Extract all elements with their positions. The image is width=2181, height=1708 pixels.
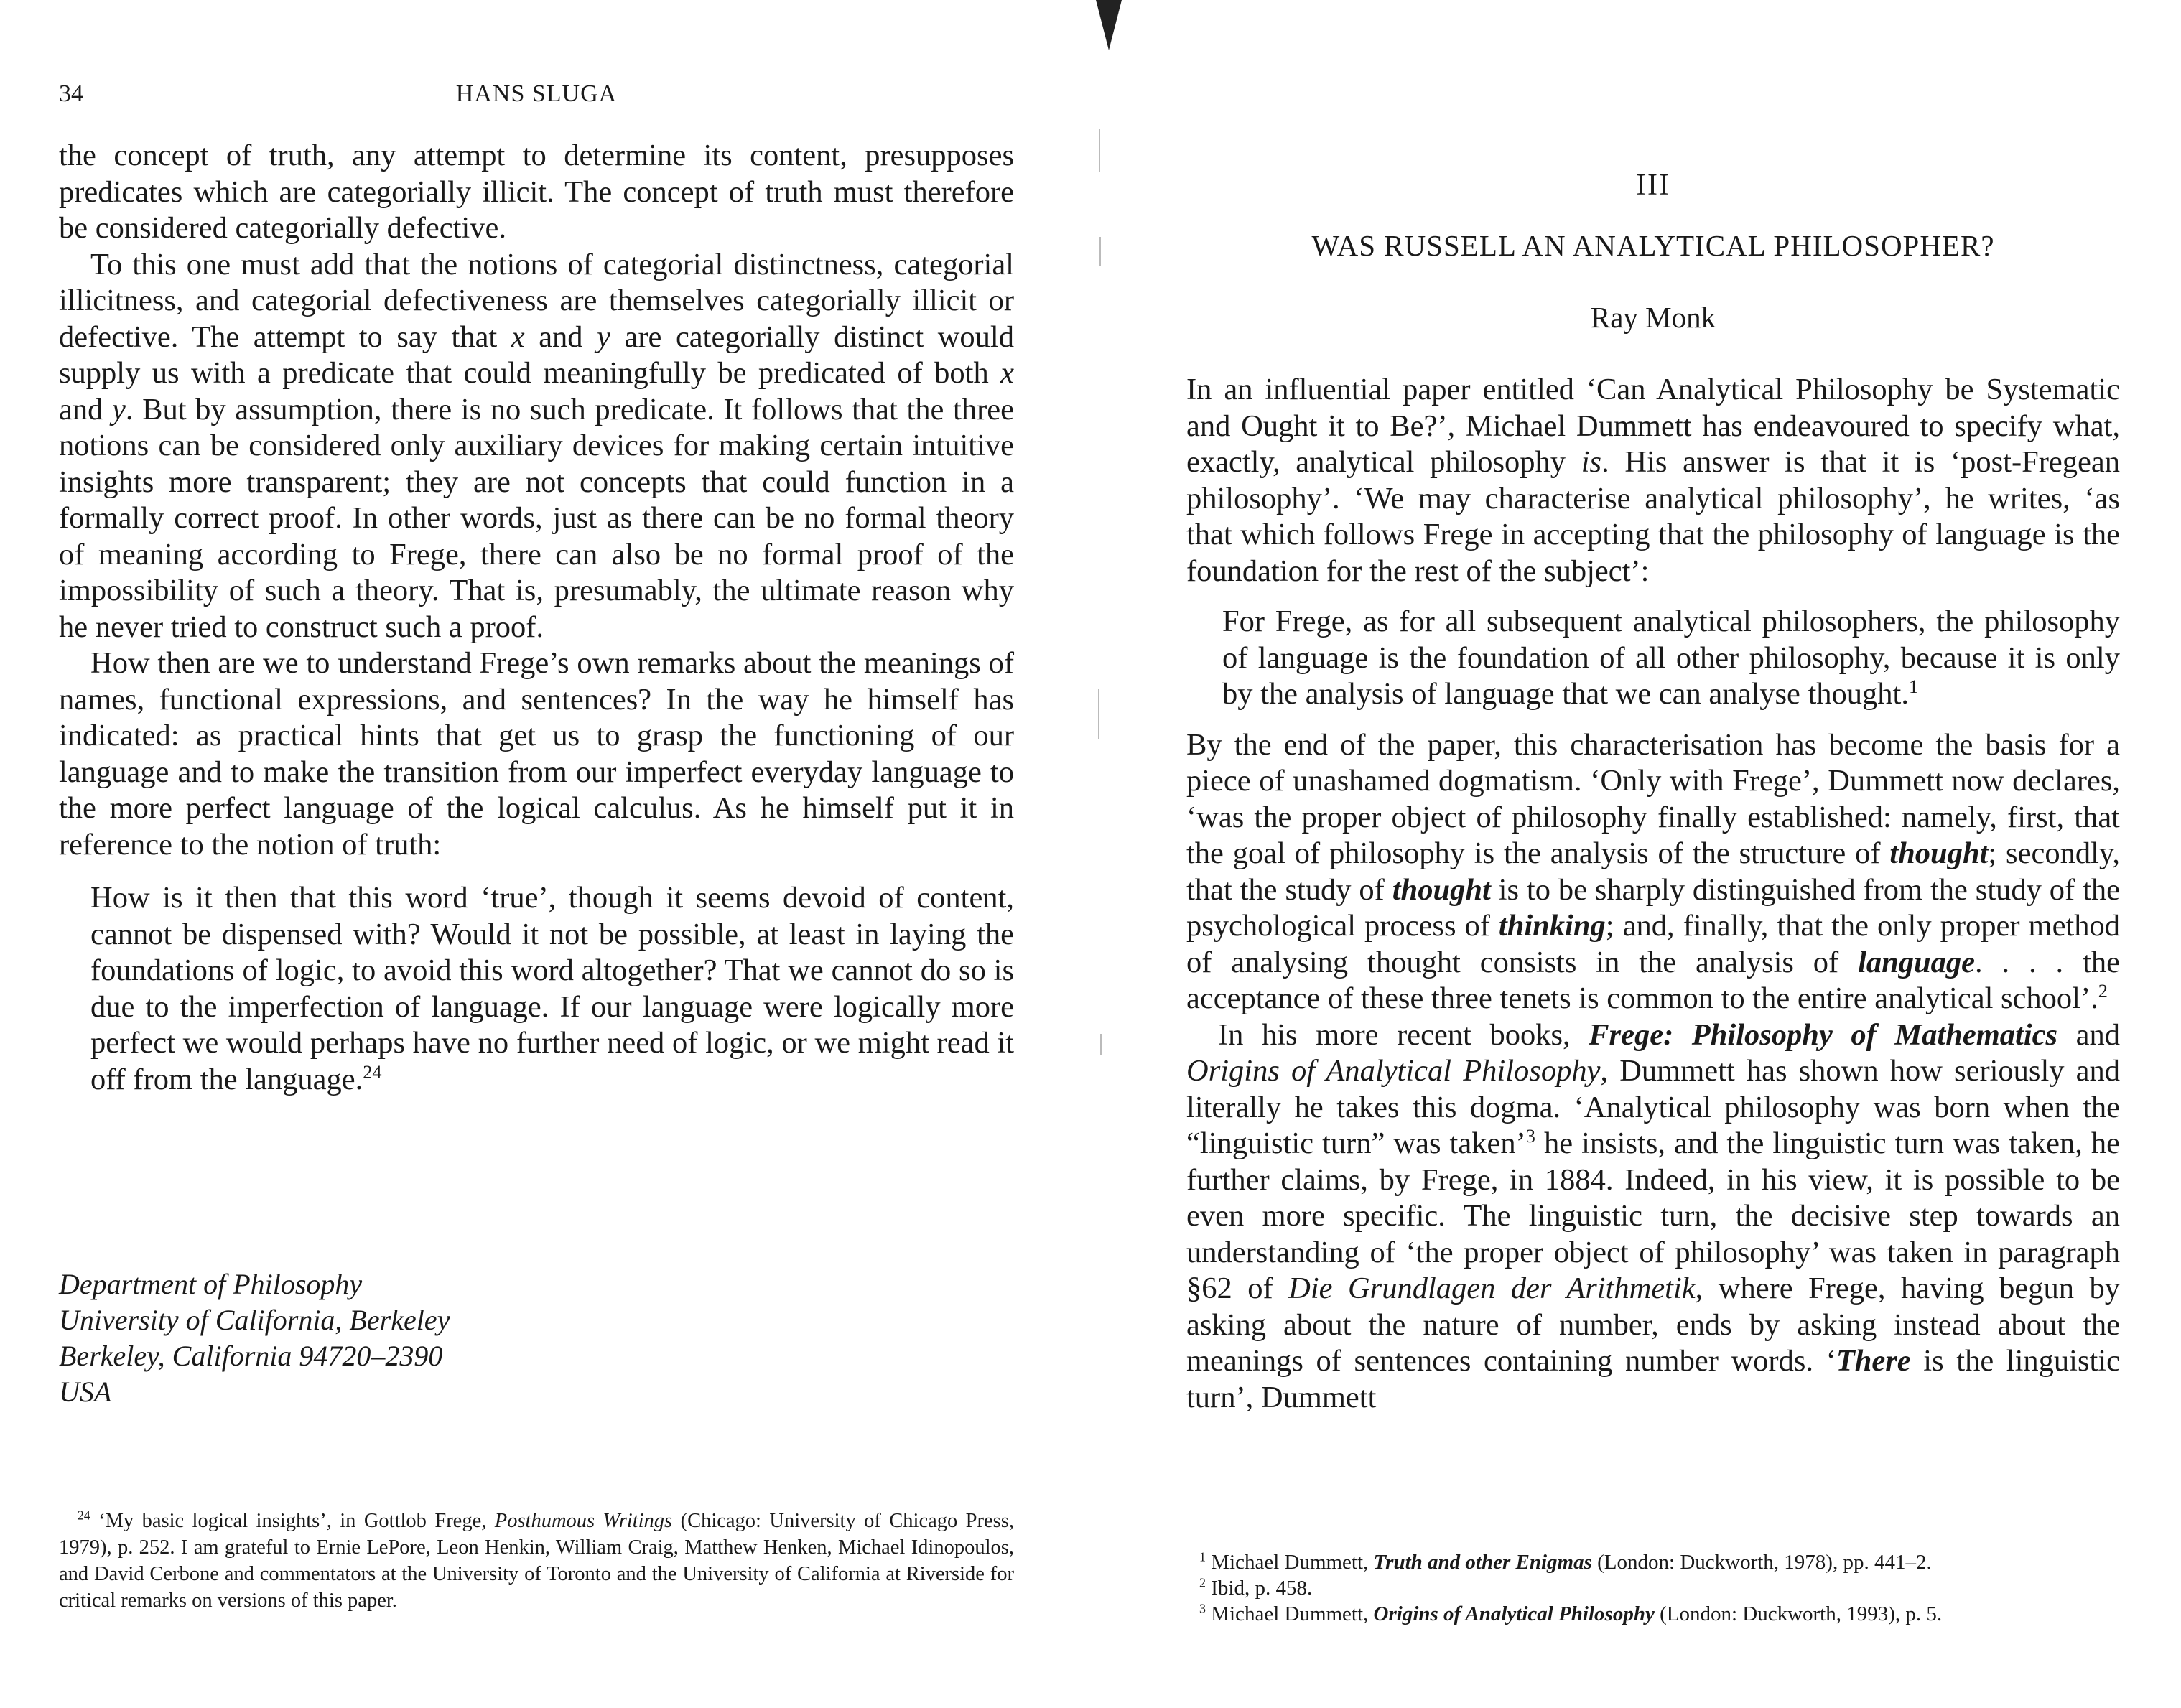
paragraph: [1186, 727, 2120, 1017]
text-run: Michael Dummett,: [1205, 1602, 1374, 1625]
address-line: Berkeley, California 94720–2390: [59, 1340, 443, 1372]
left-page: [59, 0, 1014, 1708]
text-run: , where Frege, having begun by asking about the nature of number, ends by asking instead about the meanings of sentences containing number words. ‘: [1186, 1271, 2120, 1378]
running-head-title: HANS SLUGA: [455, 80, 618, 107]
running-head-left: [59, 80, 1014, 116]
text-run: In an influential paper entitled ‘Can Analytical Philosophy be Systematic and Ought it to Be?’, Michael Dummett has endeavoured to specify what, exactly, analytical philosophy: [1186, 373, 2120, 479]
paragraph: [59, 247, 1014, 646]
quote-text: For Frege, as for all subsequent analytical philosophers, the philosophy of language is the foundation of all other philosophy, because it is only by the analysis of language that we can analyse thought.: [1222, 605, 2120, 711]
italic-variable: x: [1000, 356, 1014, 390]
italic-variable: y: [597, 319, 610, 354]
footnote-ref: 1: [1908, 676, 1919, 697]
text-run: he insists, and the linguistic turn was taken, he further claims, by Frege, in 1884. Indeed, in his view, it is possible to be even more specific. The linguistic turn, the decisive step towards an understanding of ‘the proper object of philosophy’ was taken in paragraph §62 of: [1186, 1126, 2120, 1305]
right-body-text: [1186, 372, 2120, 1416]
text-run: are categorially distinct would supply us with a predicate that could meaningfully be predicated of both: [59, 319, 1014, 390]
chapter-author: Ray Monk: [1590, 301, 1716, 334]
text-run: is the linguistic turn’, Dummett: [1186, 1344, 2120, 1414]
text-run: ; and, finally, that the only proper method of analysing thought consists in the analysis of: [1186, 909, 2120, 979]
emphasis-word: thought: [1889, 836, 1989, 870]
quote-text: How is it then that this word ‘true’, though it seems devoid of content, cannot be dispensed with? Would it not be possible, at least in laying the foundations of logic, to avoid this word altogether? That we cannot do so is due to the imperfection of language. If our language were logically more perfect we would perhaps have no further need of logic, or we might read it off from the language.: [90, 881, 1014, 1096]
text-run: and: [2057, 1017, 2120, 1052]
text-run: . His answer is that it is ‘post-Fregean philosophy’. ‘We may characterise analytical philosophy’, he writes, ‘as that which follows Frege in accepting that the philosophy of language is the foundation for the rest of the subject’:: [1186, 445, 2120, 588]
footnote: [59, 1508, 1014, 1614]
book-title: Posthumous Writings: [494, 1510, 673, 1532]
footnote-left: [59, 1508, 1014, 1614]
footnote-ref: 2: [2098, 980, 2108, 1002]
text-run: and: [59, 392, 112, 426]
right-page: [1186, 0, 2120, 1708]
text-run: . . . . the acceptance of these three tenets is common to the entire analytical school’.: [1186, 945, 2120, 1015]
footnote: [1199, 1549, 2119, 1575]
footnote-ref: 3: [1525, 1125, 1535, 1147]
book-title: Origins of Analytical Philosophy: [1186, 1054, 1601, 1088]
paragraph: [1186, 372, 2120, 589]
block-quote: [90, 880, 1014, 1098]
italic-word: is: [1581, 445, 1602, 479]
text-run: ; secondly, that the study of: [1186, 836, 2120, 907]
emphasis-word: thought: [1392, 872, 1491, 907]
paragraph: the concept of truth, any attempt to determine its content, presupposes predicates which are categorially illicit. The concept of truth must therefore be considered categorially defective.: [59, 139, 1014, 245]
footnote: [1199, 1601, 2119, 1627]
book-title: Origins of Analytical Philosophy: [1373, 1602, 1655, 1625]
author-address: [59, 1266, 705, 1410]
book-title: Frege: Philosophy of Mathematics: [1589, 1017, 2058, 1052]
emphasis-word: There: [1836, 1344, 1911, 1378]
binding-shadow: [1096, 0, 1122, 50]
paragraph: How then are we to understand Frege’s own remarks about the meanings of names, functional expressions, and sentences? In the way he himself has indicated: as practical hints that get us to grasp the functioning of our language and to make the transition from our imperfect everyday language to the more perfect language of the logical calculus. As he himself put it in reference to the notion of truth:: [59, 646, 1014, 862]
chapter-number: III: [1636, 169, 1670, 202]
footnote-mark: 3: [1199, 1601, 1206, 1616]
text-run: (Chicago: University of Chicago Press, 1979), p. 252. I am grateful to Ernie LePore, Leon Henkin, William Craig, Matthew Henken, Michael Idinopoulos, and David Cerbone and commentators at the University of Toronto and the University of California at Riverside for critical remarks on versions of this paper.: [59, 1510, 1014, 1612]
text-run: ‘My basic logical insights’, in Gottlob Frege,: [90, 1510, 495, 1532]
text-run: is to be sharply distinguished from the study of the psychological process of: [1186, 872, 2121, 943]
footnote-mark: 2: [1199, 1575, 1206, 1590]
gutter-mark: [1098, 689, 1099, 739]
gutter-mark: [1099, 237, 1101, 266]
address-line: USA: [59, 1376, 112, 1408]
text-run: , Dummett has shown how seriously and literally he takes this dogma. ‘Analytical philosophy was born when the “linguistic turn” was taken’: [1186, 1054, 2120, 1160]
block-quote: [1222, 604, 2120, 713]
address-line: University of California, Berkeley: [59, 1304, 450, 1336]
book-title: Truth and other Enigmas: [1373, 1551, 1592, 1574]
page-number: 34: [59, 80, 83, 107]
footnote-ref: 24: [363, 1061, 382, 1083]
book-title: Die Grundlagen der Arithmetik: [1288, 1271, 1696, 1305]
italic-variable: x: [511, 319, 525, 354]
text-run: To this one must add that the notions of categorial distinctness, categorial illicitness, and categorial defectiveness are themselves categorially illicit or defective. The attempt to say that: [59, 247, 1014, 354]
footnote-mark: 24: [78, 1508, 90, 1523]
gutter-mark: [1099, 129, 1100, 172]
gutter-mark: [1100, 1034, 1102, 1055]
emphasis-word: thinking: [1498, 909, 1606, 943]
left-body-text: [59, 138, 1014, 1098]
text-run: In his more recent books,: [1218, 1017, 1589, 1052]
footnote: [1199, 1575, 2119, 1601]
footnote-mark: 1: [1199, 1549, 1206, 1564]
paragraph: [1186, 1017, 2120, 1417]
text-run: . But by assumption, there is no such predicate. It follows that the three notions can be considered only auxiliary devices for making certain intuitive insights more transparent; they are not concepts that could function in a formally correct proof. In other words, just as there can be no formal theory of meaning according to Frege, there can also be no formal proof of the impossibility of such a theory. That is, presumably, the ultimate reason why he never tried to construct such a proof.: [59, 392, 1014, 644]
text-run: and: [524, 319, 597, 354]
text-run: Michael Dummett,: [1205, 1551, 1374, 1574]
emphasis-word: language: [1858, 945, 1976, 979]
text-run: (London: Duckworth, 1978), pp. 441–2.: [1591, 1551, 1932, 1574]
italic-variable: y: [112, 392, 126, 426]
text-run: By the end of the paper, this characterisation has become the basis for a piece of unashamed dogmatism. ‘Only with Frege’, Dummett now declares, ‘was the proper object of philosophy finally established: namely, first, that the goal of philosophy is the analysis of the structure of: [1186, 727, 2120, 870]
text-run: (London: Duckworth, 1993), p. 5.: [1654, 1602, 1943, 1625]
chapter-title: WAS RUSSELL AN ANALYTICAL PHILOSOPHER?: [1311, 229, 1995, 262]
text-run: Ibid, p. 458.: [1205, 1577, 1313, 1600]
address-line: Department of Philosophy: [59, 1268, 363, 1300]
footnotes-right: [1199, 1549, 2119, 1627]
book-gutter: [1077, 0, 1120, 1708]
